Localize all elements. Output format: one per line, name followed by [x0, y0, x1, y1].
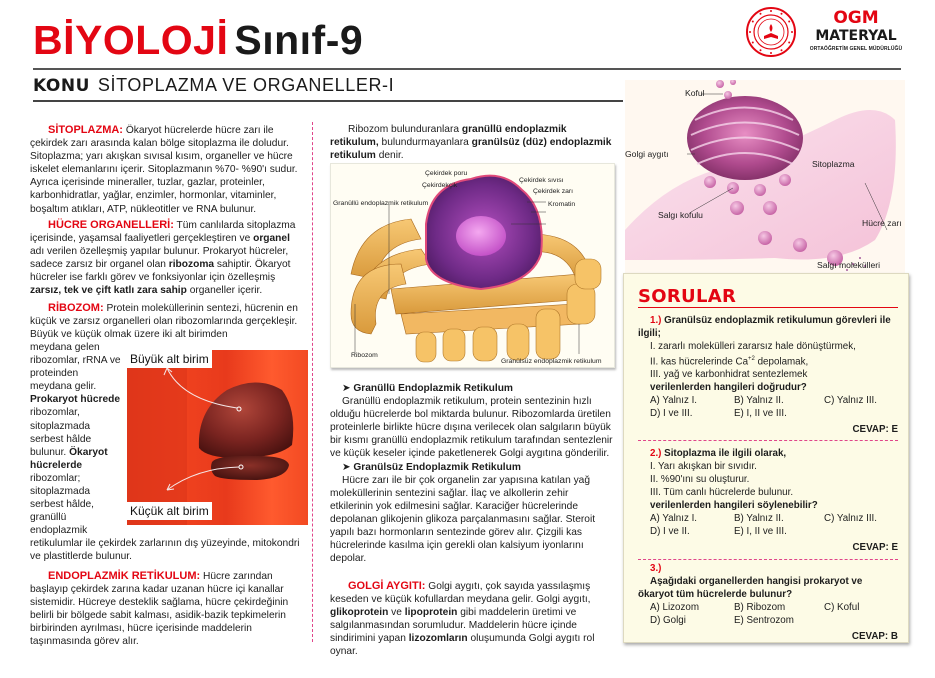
question-separator-1 — [638, 440, 898, 441]
label-golgi-aygiti: Golgi aygıtı — [625, 149, 669, 159]
question-separator-2 — [638, 559, 898, 560]
organeller-bold-3: zarsız, tek ve çift katlı zara sahip — [30, 285, 187, 297]
golgi-text-2: ve — [391, 607, 402, 619]
golgi-figure — [625, 80, 905, 275]
intro-text-1: Ribozom bulunduranlara — [348, 124, 459, 135]
q1-option-b[interactable]: B) Yalnız II. — [734, 395, 784, 407]
granulsuz-er-heading: ➤ Granülsüz Endoplazmik Retikulum — [342, 461, 521, 473]
logo-subtitle: ORTAÖĞRETİM GENEL MÜDÜRLÜĞÜ — [809, 46, 903, 52]
sitoplazma-heading: SİTOPLAZMA: — [48, 124, 123, 136]
golgi-bold-glikoprotein: glikoprotein — [330, 607, 389, 619]
ogm-logo — [806, 10, 906, 52]
subject-title: BİYOLOJİ — [33, 17, 229, 63]
er-paragraph — [30, 570, 306, 649]
intro-bold-2: granülsüz (düz) endoplazmik retikulum — [330, 137, 612, 162]
logo-materyal: MATERYAL — [815, 28, 897, 44]
q1-option-c[interactable]: C) Yalnız III. — [824, 395, 877, 407]
ribosome-image — [127, 350, 308, 525]
ribozom-side-3: ribozomlar; sitoplazmada serbest hâlde, granüllü endoplazmik — [30, 472, 94, 537]
questions-title: SORULAR — [638, 286, 737, 307]
q3-number: 3.) — [650, 563, 662, 574]
golgi-illustration — [625, 80, 905, 275]
organeller-bold-1: organel — [253, 233, 290, 245]
er-text: Hücre zarından başlayıp çekirdek zarına kadar uzanan hücre içi kanallar sistemidir. Hücreye desteklik sağlama, hücre çekirdeğinin belirli bir bölgede sabit kalması, asidik-bazik tepkimelerin birbirinden ayrılması, hücre içerisinde maddelerin taşınmasında görev alır. — [30, 571, 289, 648]
questions-title-rule — [638, 307, 898, 308]
organeller-text-1: Tüm canlılarda sitoplazma içerisinde, yaşamsal faaliyetleri gerçekleştiren ve — [30, 220, 296, 245]
q3-option-c[interactable]: C) Koful — [824, 602, 860, 613]
q1-option-e[interactable]: E) I, II ve III. — [734, 408, 787, 420]
label-koful: Koful — [685, 88, 705, 98]
golgi-bold-lizozom: lizozomların — [408, 633, 468, 645]
golgi-bold-lipoprotein: lipoprotein — [404, 607, 458, 619]
ribozom-bold-okaryot: Ökaryot hücrelerde — [30, 446, 108, 471]
intro-bold-1: granüllü endoplazmik retikulum, — [330, 124, 567, 149]
q2-option-c[interactable]: C) Yalnız III. — [824, 513, 877, 524]
sitoplazma-paragraph — [30, 124, 306, 216]
granullu-er-heading: ➤ Granüllü Endoplazmik Retikulum — [342, 383, 513, 394]
organeller-heading: HÜCRE ORGANELLERİ: — [48, 219, 174, 231]
q2-number: 2.) — [650, 448, 662, 459]
label-salgi-molekulleri: Salgı molekülleri — [817, 260, 881, 270]
label-cekirdek-zari: Çekirdek zarı — [533, 188, 574, 195]
label-kromatin: Kromatin — [548, 201, 576, 208]
meb-seal-icon — [745, 6, 797, 58]
q3-option-a[interactable]: A) Lizozom — [650, 602, 699, 613]
intro-text-2: bulundurmayanlara — [381, 137, 469, 149]
label-salgi-kofulu: Salgı kofulu — [658, 210, 703, 220]
q1-stem: Granülsüz endoplazmik retikulumun görevleri ile ilgili; — [638, 315, 891, 339]
label-cekirdek-poru: Çekirdek poru — [425, 170, 468, 177]
q2-stem: Sitoplazma ile ilgili olarak, — [664, 448, 787, 459]
question-2 — [638, 447, 900, 554]
ribozom-text-2: retikulumlar ile çekirdek zarlarının dış yüzeyinde, mitokondri ve plastitlerde bulunur. — [30, 538, 300, 563]
grade-title: Sınıf-9 — [234, 17, 364, 63]
organeller-paragraph — [30, 219, 306, 298]
q1-option-d[interactable]: D) I ve III. — [650, 408, 693, 420]
q1-statement-3: III. yağ ve karbonhidrat sentezlemek — [650, 369, 808, 381]
small-subunit-label: Küçük alt birim — [127, 502, 212, 520]
q2-statement-1: I. Yarı akışkan bir sıvıdır. — [650, 461, 757, 472]
page-title — [33, 17, 364, 63]
ribozom-heading: RİBOZOM: — [48, 302, 104, 314]
q2-option-e[interactable]: E) I, II ve III. — [734, 526, 787, 537]
ribozom-text-1: Protein moleküllerinin sentezi, hücrenin en küçük ve zarsız organelleri olan ribozomlarında gerçekleşir. Büyük ve küçük olmak üzere iki alt birimden — [30, 303, 298, 341]
q2-option-d[interactable]: D) I ve II. — [650, 526, 690, 537]
q2-statement-2: II. %90'ını su oluşturur. — [650, 474, 750, 485]
ribozom-er-intro — [330, 123, 612, 162]
ribozom-tail-text — [30, 537, 306, 563]
logo-ogm: OGM — [833, 8, 879, 28]
ribozom-side-text — [30, 341, 122, 537]
ribozom-paragraph — [30, 302, 306, 341]
large-subunit-label: Büyük alt birim — [127, 350, 212, 368]
topic-line — [33, 76, 394, 95]
question-3 — [638, 562, 900, 643]
label-granulsuz-er: Granülsüz endoplazmik retikulum — [501, 358, 602, 365]
ribosome-illustration — [127, 350, 308, 525]
sitoplazma-text: Ökaryot hücrelerde hücre zarı ile çekirdek zarı arasında kalan bölge sitoplazma ile doludur. Sitoplazma; yarı akışkan sıvısal kısım, organeller ve hücre iskelet elemanlarını içerir. Sitoplazmanın %70- %90'ı sudur. Ayrıca içerisinde mineraller, tuzlar, gazlar, proteinler, karbonhidratlar, yağlar, enzimler, hormonlar, vitaminler, boşaltım atıkları, ATP, nükleotitler ve RNA bulunur. — [30, 125, 298, 215]
label-sitoplazma: Sitoplazma — [812, 159, 855, 169]
cell-nucleus-er-figure — [330, 163, 615, 368]
golgi-heading: GOLGİ AYGITI: — [348, 580, 426, 592]
organeller-text-4: organeller içerir. — [189, 285, 263, 297]
er-heading: ENDOPLAZMİK RETİKULUM: — [48, 570, 201, 582]
label-hucre-zari: Hücre zarı — [862, 218, 902, 228]
konu-label: KONU — [33, 76, 90, 96]
question-1 — [638, 314, 900, 436]
ribozom-side-2: ribozomlar, sitoplazmada serbest hâlde bulunur. — [30, 407, 92, 458]
granullu-er-text: Granüllü endoplazmik retikulum, protein sentezinin hızlı olduğu hücrelerde bol miktarda bulunur. Ribozomlarda üretilen proteinlerle birlikte hücre dışına verilecek olan salgıların büyük bir kısmı granüllü endoplazmik retikulum tarafından sentezlenir ve küçük keseler içinde paketlenerek Golgi aygıtına gönderilir. — [330, 396, 613, 460]
topic-title: SİTOPLAZMA VE ORGANELLER-I — [97, 75, 395, 95]
ribozom-side-1: meydana gelen ribozomlar, rRNA ve proteinden meydana gelir. — [30, 342, 121, 393]
label-granullu-er: Granüllü endoplazmik retikulum — [333, 200, 429, 207]
q2-answer: CEVAP: E — [852, 542, 898, 553]
label-cekirdekcik: Çekirdekçik — [422, 182, 458, 189]
golgi-text-3: gibi maddelerin üretimi ve salgılanmasından sorumludur. Maddelerin hücre içinde sindirimini yapan — [330, 607, 577, 645]
intro-text-3: denir. — [378, 150, 404, 162]
granullu-er-section — [330, 382, 614, 565]
column-divider — [312, 122, 313, 642]
organeller-text-3: sahiptir. Ökaryot hücreler ise farklı görev ve fonksiyonlar için özelleşmiş — [30, 259, 291, 284]
q2-option-b[interactable]: B) Yalnız II. — [734, 513, 784, 524]
golgi-text-4: oluşumunda Golgi aygıtı rol oynar. — [330, 633, 595, 658]
label-cekirdek-sivisi: Çekirdek sıvısı — [519, 177, 564, 184]
q3-option-b[interactable]: B) Ribozom — [734, 602, 786, 613]
organeller-bold-2: ribozoma — [168, 259, 215, 271]
ribozom-bold-prokaryot: Prokaryot hücrede — [30, 394, 121, 406]
q1-statement-1: I. zararlı molekülleri zararsız hale dönüştürmek, — [650, 341, 856, 352]
q3-option-d[interactable]: D) Golgi — [650, 615, 686, 626]
header-rule — [33, 68, 901, 70]
q1-option-a[interactable]: A) Yalnız I. — [650, 395, 698, 407]
q2-statement-3: III. Tüm canlı hücrelerde bulunur. — [650, 487, 794, 498]
q1-number: 1.) — [650, 315, 662, 326]
q1-statement-2: II. kas hücrelerinde $Ca^{+2}$ depolamak, — [650, 356, 809, 368]
q1-ask: verilenlerden hangileri doğrudur? — [650, 382, 807, 394]
golgi-text-1: Golgi aygıtı, çok sayıda yassılaşmış keseden ve küçük kofullardan meydana gelir. Golgi aygıtı, — [330, 581, 591, 606]
golgi-paragraph — [330, 580, 614, 659]
q3-stem: Aşağıdaki organellerden hangisi prokaryot ve ökaryot tüm hücrelerde bulunur? — [638, 576, 863, 600]
topic-rule — [33, 100, 623, 102]
q1-answer: CEVAP: E — [852, 424, 898, 436]
label-ribozom: Ribozom — [351, 352, 378, 359]
questions-box — [623, 273, 909, 643]
q3-answer: CEVAP: B — [851, 631, 898, 642]
q2-ask: verilenlerden hangileri söylenebilir? — [650, 500, 818, 511]
organeller-text-2: adı verilen özelleşmiş yapılar bulunur. Prokaryot hücreler, sadece zarsız bir organel olan — [30, 246, 289, 271]
granulsuz-er-text: Hücre zarı ile bir çok organelin zar yapısına katılan yağ moleküllerinin sentezini sağlar. İlaç ve alkollerin zehir etkilerinin yok edilmesini sağlar. Karaciğer hücrelerinde depolanan glikojenin glikoza parçalanmasını sağlar. Steroit yapılı bazı hormonların sentezinde görev alır. Çizgili kas hücrelerinde kasılma için gerekli olan kalsiyum iyonlarını depolar. — [330, 474, 596, 565]
q2-option-a[interactable]: A) Yalnız I. — [650, 513, 698, 524]
q3-option-e[interactable]: E) Sentrozom — [734, 615, 794, 626]
